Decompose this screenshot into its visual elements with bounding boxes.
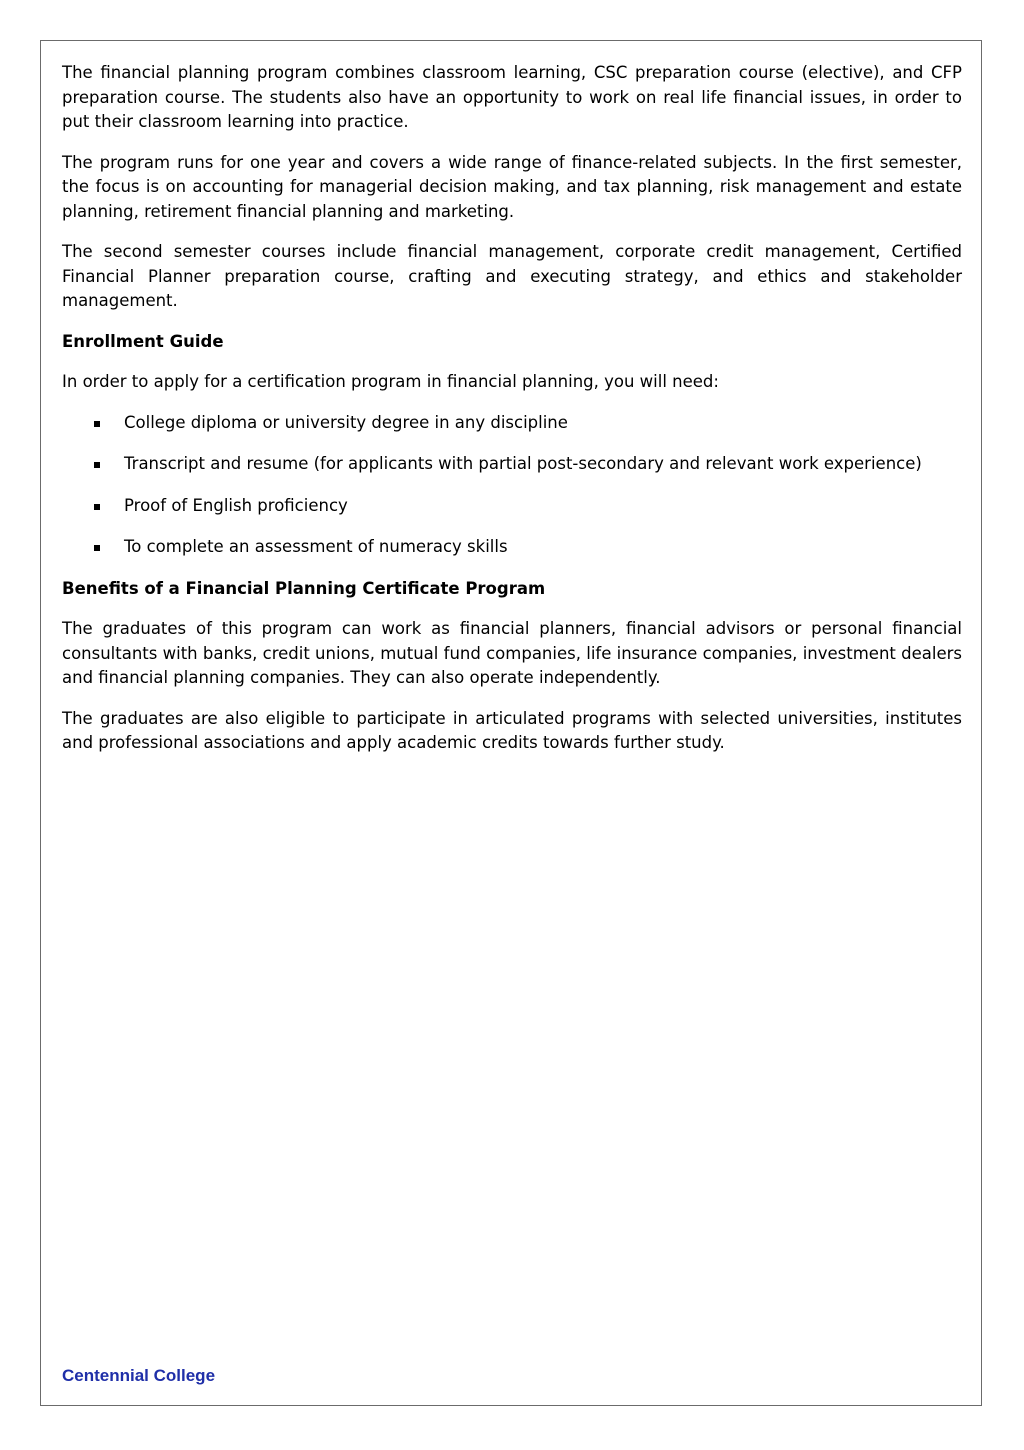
square-bullet-icon: [94, 545, 100, 551]
benefits-paragraph: The graduates of this program can work as financial planners, financial advisors or personal financial consultants with banks, credit unions, mutual fund companies, life insurance companies, investment dealers and financial planning companies. They can also operate independently.: [62, 619, 962, 687]
square-bullet-icon: [94, 421, 100, 427]
list-item: [62, 494, 962, 519]
list-item-text: To complete an assessment of numeracy skills: [124, 537, 508, 556]
list-item: [62, 535, 962, 560]
benefits-heading: Benefits of a Financial Planning Certificate Program: [62, 578, 546, 598]
document-body: [62, 61, 962, 772]
list-item: [62, 452, 962, 477]
square-bullet-icon: [94, 462, 100, 468]
program-duration-paragraph: The program runs for one year and covers a wide range of finance-related subjects. In the first semester, the focus is on accounting for managerial decision making, and tax planning, risk management and estate planning, retirement financial planning and marketing.: [62, 152, 962, 221]
articulation-paragraph: The graduates are also eligible to participate in articulated programs with selected universities, institutes and professional associations and apply academic credits towards further study.: [62, 708, 962, 752]
list-item-text: Transcript and resume (for applicants with partial post-secondary and relevant work experience): [124, 454, 922, 473]
square-bullet-icon: [94, 504, 100, 510]
footer-college-name: Centennial College: [62, 1366, 216, 1385]
list-item-text: Proof of English proficiency: [124, 495, 348, 515]
list-item: [62, 411, 962, 436]
intro-paragraph: The financial planning program combines classroom learning, CSC preparation course (elective), and CFP preparation course. The students also have an opportunity to work on real life financial issues, in order to put their classroom learning into practice.: [62, 63, 962, 131]
second-semester-paragraph: The second semester courses include financial management, corporate credit management, Certified Financial Planner preparation course, crafting and executing strategy, and ethics and stakeholder management.: [62, 242, 962, 310]
list-item-text: College diploma or university degree in any discipline: [124, 412, 568, 432]
enrollment-heading: Enrollment Guide: [62, 331, 224, 351]
enrollment-intro: In order to apply for a certification program in financial planning, you will need:: [62, 372, 719, 391]
requirements-list: [62, 411, 962, 560]
